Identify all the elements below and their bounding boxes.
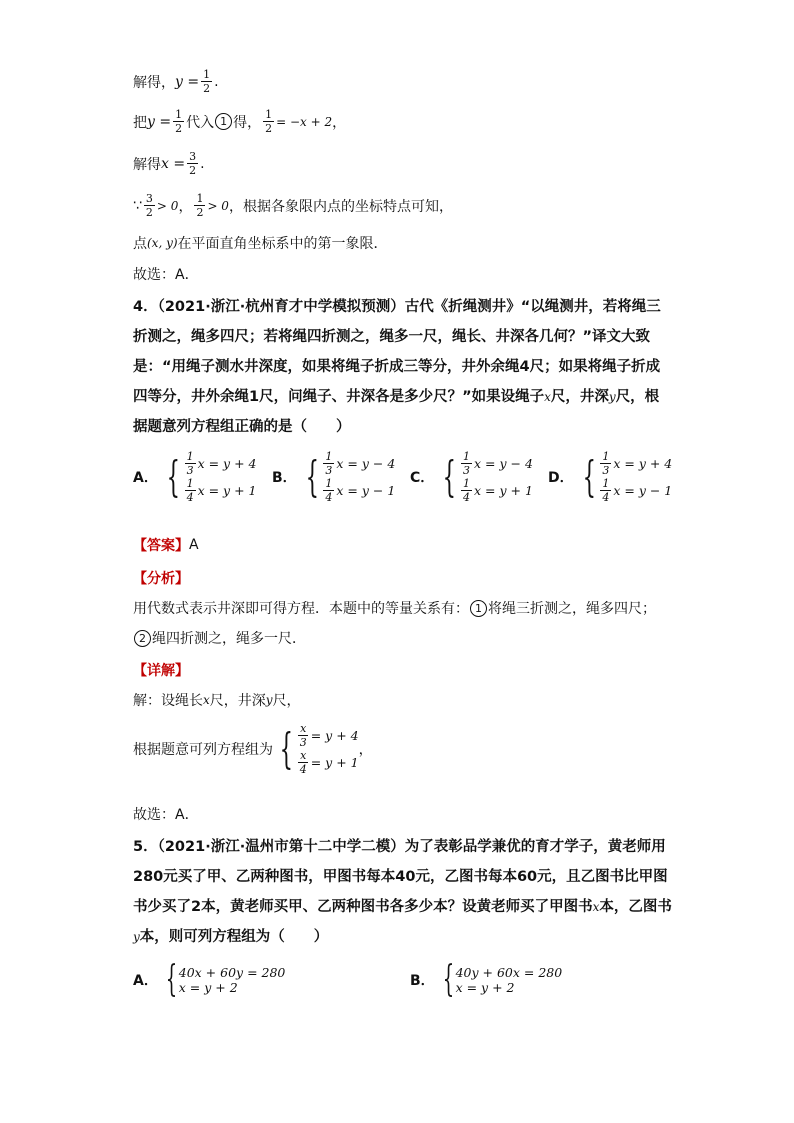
circled-number-1: 1 <box>215 113 232 130</box>
q4-option-a[interactable]: A． { $\frac{1}{3}$ x = y + 4 $\frac{1}{4}$ x = y + 1 <box>133 450 257 504</box>
fraction-one-half: $\frac{1}{2}$ <box>203 68 211 95</box>
solution-line-3: 解得 x = $\frac{3}{2}$ . <box>133 150 205 177</box>
solution-line-5: 点 (x, y) 在平面直角坐标系中的第一象限． <box>133 236 388 252</box>
q4-detail-line-1: 解：设绳长 x 尺，井深 y 尺， <box>133 693 301 709</box>
fraction-three-halves: $\frac{3}{2}$ <box>189 150 197 177</box>
q4-analysis-line-1: 用代数式表示井深即可得方程．本题中的等量关系有： 1 将绳三折测之，绳多四尺； <box>133 601 656 617</box>
q4-detail-line-2: 根据题意可列方程组为 { $\frac{x}{3}$ = y + 4 $\frac{x}{4}$ = y + 1 ， <box>133 722 373 776</box>
solution-line-1: 解得， y = $\frac{1}{2}$ . <box>133 68 219 95</box>
q4-choice: 故选：A． <box>133 807 199 823</box>
q4-analysis-tag: 【分析】 <box>133 571 189 587</box>
q4-answer: 【答案】 A <box>133 537 199 554</box>
solution-line-4: ∵ $\frac{3}{2}$ > 0 ， $\frac{1}{2}$ > 0 ，根据各象限内点的坐标特点可知， <box>133 192 453 219</box>
q4-detail-tag: 【详解】 <box>133 663 189 679</box>
q5-option-a[interactable]: A． { 40x + 60y = 280 x = y + 2 <box>133 959 286 1000</box>
circled-number-1: 1 <box>470 600 487 617</box>
answer-tag: 【答案】 <box>133 538 189 554</box>
q4-analysis-line-2: 2 绳四折测之，绳多一尺． <box>133 628 306 648</box>
because-symbol: ∵ <box>133 197 142 214</box>
q4-option-c[interactable]: C． { $\frac{1}{3}$ x = y − 4 $\frac{1}{4}$ x = y + 1 <box>410 450 533 504</box>
question-4-stem: 4．（2021·浙江·杭州育才中学模拟预测）古代《折绳测井》“以绳测井，若将绳三折测之，绳多四尺；若将绳四折测之，绳多一尺，绳长、井深各几何？”译文大致是：“用绳子测水井深度，如果将绳子折成三等分，井外余绳4尺；如果将绳子折成四等分，井外余绳1尺，问绳子、井深各是多少尺？”如果设绳子x尺，井深y尺，根据题意列方程组正确的是（ ） <box>133 299 661 435</box>
q4-option-d[interactable]: D． { $\frac{1}{3}$ x = y + 4 $\frac{1}{4}$ x = y − 1 <box>548 450 673 504</box>
solution-line-2: 把 y = $\frac{1}{2}$ 代入 1 得， $\frac{1}{2}$ = −x + 2 ， <box>133 108 347 135</box>
question-5-stem: 5．（2021·浙江·温州市第十二中学二模）为了表彰品学兼优的育才学子，黄老师用280元买了甲、乙两种图书，甲图书每本40元，乙图书每本60元，且乙图书比甲图书少买了2本，黄老师买甲、乙两种图书各多少本？设黄老师买了甲图书x本，乙图书y本，则可列方程组为（ ） <box>133 839 672 945</box>
equation-system: { $\frac{x}{3}$ = y + 4 $\frac{x}{4}$ = y + 1 <box>279 722 359 776</box>
q5-option-b[interactable]: B． { 40y + 60x = 280 x = y + 2 <box>410 959 563 1000</box>
q4-option-b[interactable]: B． { $\frac{1}{3}$ x = y − 4 $\frac{1}{4}$ x = y − 1 <box>272 450 396 504</box>
circled-number-2: 2 <box>134 630 151 647</box>
solution-choice: 故选：A． <box>133 267 199 283</box>
